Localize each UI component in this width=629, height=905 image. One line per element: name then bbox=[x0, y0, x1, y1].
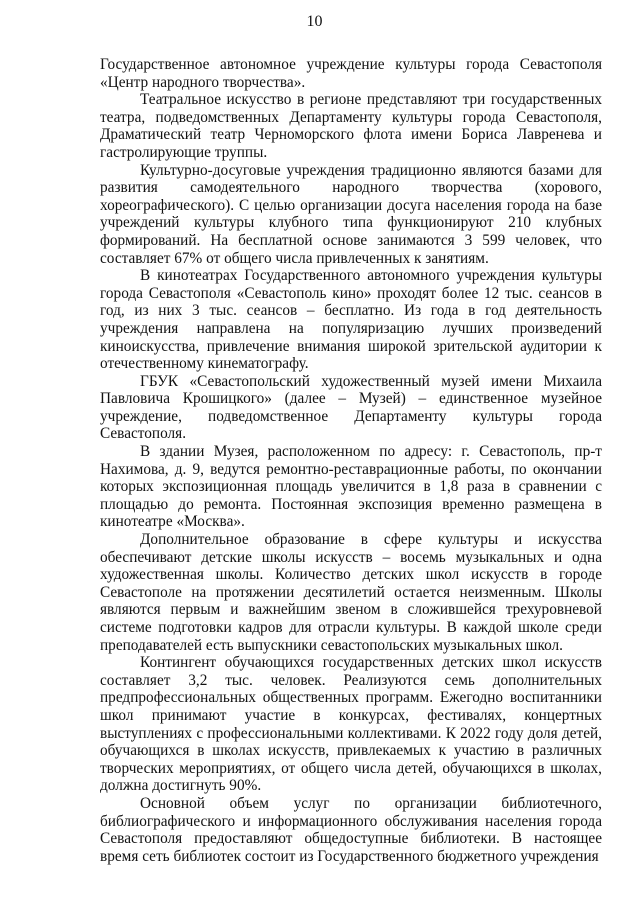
paragraph-cultural-leisure: Культурно-досуговые учреждения традиционно являются базами для развития самодеятельного народного творчества (хорового, хореографического). С целью организации досуга населения города на базе учреждений культуры клубного типа функционируют 210 клубных формирований. На бесплатной основе занимаются 3 599 человек, что составляет 67% от общего числа привлеченных к занятиям. bbox=[100, 161, 602, 267]
paragraph-additional-education: Дополнительное образование в сфере культуры и искусства обеспечивают детские школы искусств – восемь музыкальных и одна художественная школы. Количество детских школ искусств в городе Севастополе на протяжении десятилетий остается неизменным. Школы являются первым и важнейшим звеном в сложившейся трехуровневой системе подготовки кадров для отрасли культуры. В каждой школе среди преподавателей есть выпускники севастопольских музыкальных школ. bbox=[100, 531, 602, 654]
page-number: 10 bbox=[306, 13, 323, 30]
document-body bbox=[100, 56, 602, 865]
paragraph-center-folk-art: Государственное автономное учреждение культуры города Севастополя «Центр народного творчества». bbox=[100, 56, 602, 91]
paragraph-students-contingent: Контингент обучающихся государственных детских школ искусств составляет 3,2 тыс. человек. Реализуются семь дополнительных предпрофессиональных общественных программ. Ежегодно воспитанники школ принимают участие в конкурсах, фестивалях, концертных выступлениях с профессиональными коллективами. К 2022 году доля детей, обучающихся в школах искусств, привлекаемых к участию в различных творческих мероприятиях, от общего числа детей, обучающихся в школах, должна достигнуть 90%. bbox=[100, 654, 602, 795]
paragraph-theatre: Театральное искусство в регионе представляют три государственных театра, подведомственных Департаменту культуры города Севастополя, Драматический театр Черноморского флота имени Бориса Лавренева и гастролирующие труппы. bbox=[100, 91, 602, 161]
paragraph-libraries: Основной объем услуг по организации библиотечного, библиографического и информационного обслуживания населения города Севастополя предоставляют общедоступные библиотеки. В настоящее время сеть библиотек состоит из Государственного бюджетного учреждения bbox=[100, 794, 602, 865]
paragraph-art-museum: ГБУК «Севастопольский художественный музей имени Михаила Павловича Крошицкого» (далее – Музей) – единственное музейное учреждение, подведомственное Департаменту культуры города Севастополя. bbox=[100, 372, 602, 443]
paragraph-cinemas: В кинотеатрах Государственного автономного учреждения культуры города Севастополя «Севастополь кино» проходят более 12 тыс. сеансов в год, из них 3 тыс. сеансов – бесплатно. Из года в год деятельность учреждения направлена на популяризацию лучших произведений киноискусства, привлечение внимания широкой зрительской аудитории к отечественному кинематографу. bbox=[100, 267, 602, 373]
paragraph-museum-building: В здании Музея, расположенном по адресу: г. Севастополь, пр-т Нахимова, д. 9, ведутся ремонтно-реставрационные работы, по окончании которых экспозиционная площадь увеличится в 1,8 раза в сравнении с площадью до ремонта. Постоянная экспозиция временно размещена в кинотеатре «Москва». bbox=[100, 443, 602, 531]
